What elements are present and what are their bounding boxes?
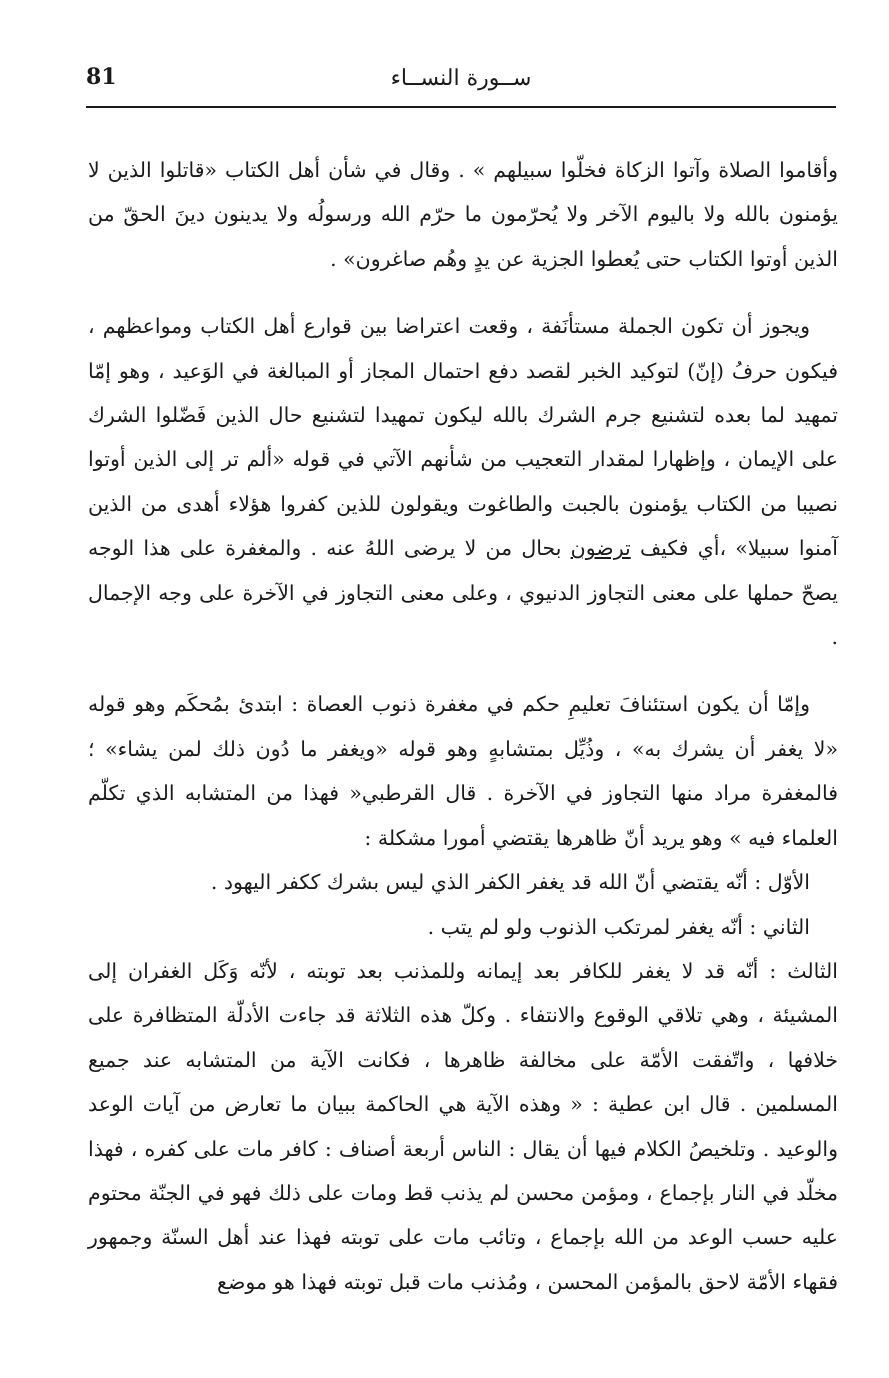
paragraph-6: الثالث : أنّه قد لا يغفر للكافر بعد إيمانه وللمذنب بعد توبته ، لأنّه وَكَل الغفران إلى المشيئة ، وهي تلاقي الوقوع والانتفاء . وكلّ هذه الثلاثة قد جاءت الأدلّة المتظافرة على خلافها ، واتّفقت الأمّة على مخالفة ظاهرها ، فكانت الآية من المتشابه عند جميع المسلمين . قال ابن عطية : « وهذه الآية هي الحاكمة ببيان ما تعارض من آيات الوعد والوعيد . وتلخيصُ الكلام فيها أن يقال : الناس أربعة أصناف : كافر مات على كفره ، فهذا مخلّد في النار بإجماع ، ومؤمن محسن لم يذنب قط ومات على ذلك فهو في الجنّة محتوم عليه حسب الوعد من الله بإجماع ، وتائب مات على توبته فهذا عند أهل السنّة وجمهور فقهاء الأمّة لاحق بالمؤمن المحسن ، ومُذنب مات قبل توبته فهذا هو موضع [88, 958, 838, 1294]
paragraph-1: وأقاموا الصلاة وآتوا الزكاة فخلّوا سبيلهم » . وقال في شأن أهل الكتاب «قاتلوا الذين لا يؤمنون بالله ولا باليوم الآخر ولا يُحرّمون ما حرّم الله ورسولُه ولا يدينون دينَ الحقّ من الذين أوتوا الكتاب حتى يُعطوا الجزية عن يدٍ وهُم صاغرون» . [88, 158, 838, 271]
paragraph-2-text-after: بحال من لا يرضى اللهُ عنه . والمغفرة على هذا الوجه يصحّ حملها على معنى التجاوز الدنيوي ، وعلى معنى التجاوز في الآخرة على وجه الإجمال . [88, 536, 838, 650]
paragraph-5 [88, 905, 838, 949]
header-divider [86, 106, 836, 108]
paragraph-3 [88, 682, 838, 860]
paragraph-2-text-before: ويجوز أن تكون الجملة مستأنَفة ، وقعت اعتراضا بين قوارع أهل الكتاب ومواعظهم ، فيكون حرفُ (إنّ) لتوكيد الخبر لقصد دفع احتمال المجاز أو المبالغة في الوَعيد ، وهو إمّا تمهيد لما بعده لتشنيع جرم الشرك بالله ليكون تمهيدا لتشنيع حال الذين فَضّلوا الشرك على الإيمان ، وإظهارا لمقدار التعجيب من شأنهم الآتي في قوله «ألم تر إلى الذين أوتوا نصيبا من الكتاب يؤمنون بالجبت والطاغوت ويقولون للذين كفروا هؤلاء أهدى من الذين آمنوا سبيلا» ،أي فكيف [88, 314, 839, 561]
page-header [86, 62, 836, 106]
page-number: 81 [86, 64, 117, 90]
paragraph-5-text: الثاني : أنّه يغفر لمرتكب الذنوب ولو لم يتب . [427, 914, 810, 939]
paragraph-3-text: وإمّا أن يكون استئنافَ تعليمِ حكم في مغفرة ذنوب العصاة : ابتدئ بمُحكَم وهو قوله «لا يغفر أن يشرك به» ، وذُيِّل بمتشابهٍ وهو قوله «ويغفر ما دُون ذلك لمن يشاء» ؛ فالمغفرة مراد منها التجاوز في الآخرة . قال القرطبي« فهذا من المتشابه الذي تكلّم العلماء فيه » وهو يريد أنّ ظاهرها يقتضي أمورا مشكلة : [88, 692, 838, 850]
paragraph-4 [88, 860, 838, 904]
paragraph-4-text: الأوّل : أنّه يقتضي أنّ الله قد يغفر الكفر الذي ليس بشرك ككفر اليهود . [210, 870, 810, 895]
underlined-word: ترضون [570, 536, 631, 561]
page-body [88, 148, 838, 1304]
paragraph-2 [88, 304, 838, 659]
running-title: ســورة النســاء [390, 66, 532, 91]
